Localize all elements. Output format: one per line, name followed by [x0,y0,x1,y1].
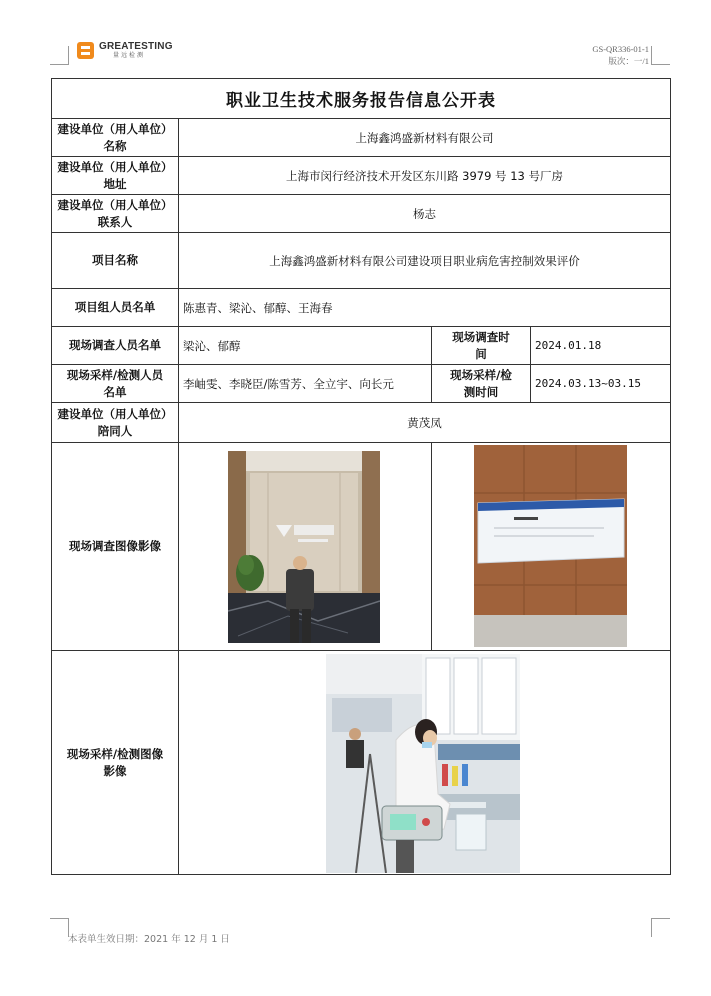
corner-mark-bottom-right [651,918,670,937]
corner-mark-top-left [50,46,69,65]
survey-photo-notice-board [474,445,627,647]
sampling-images-label: 现场采样/检测图像影像 [52,651,179,875]
sampling-time-label: 现场采样/检测时间 [432,365,531,403]
document-version: 版次：一/1 [608,56,649,66]
contact-label: 建设单位（用人单位）联系人 [52,195,179,233]
employer-name-value: 上海鑫鸿盛新材料有限公司 [179,119,671,157]
accompany-value: 黄茂凤 [179,403,671,443]
sampling-photo-lab [326,654,520,873]
company-logo [77,42,173,59]
logo-english-name: GREATESTING [99,41,173,52]
team-label: 项目组人员名单 [52,289,179,327]
document-code-block [592,43,649,67]
project-name-value: 上海鑫鸿盛新材料有限公司建设项目职业病危害控制效果评价 [179,233,671,289]
employer-address-value: 上海市闵行经济技术开发区东川路 3979 号 13 号厂房 [179,157,671,195]
contact-value: 杨志 [179,195,671,233]
project-name-label: 项目名称 [52,233,179,289]
corner-mark-top-right [651,46,670,65]
team-value: 陈惠青、梁沁、郁醇、王海春 [179,289,671,327]
sampling-staff-label: 现场采样/检测人员名单 [52,365,179,403]
employer-address-label: 建设单位（用人单位）地址 [52,157,179,195]
table-title: 职业卫生技术服务报告信息公开表 [52,79,671,119]
survey-time-label: 现场调查时间 [432,327,531,365]
logo-chinese-name: 量远检测 [113,52,146,59]
accompany-label: 建设单位（用人单位）陪同人 [52,403,179,443]
sampling-staff-value: 李岫雯、李晓臣/陈雪芳、全立宇、向长元 [179,365,432,403]
survey-staff-label: 现场调查人员名单 [52,327,179,365]
employer-name-label: 建设单位（用人单位）名称 [52,119,179,157]
corner-mark-bottom-left [50,918,69,937]
survey-staff-value: 梁沁、郁醇 [179,327,432,365]
sampling-time-value: 2024.03.13~03.15 [531,365,671,403]
survey-images-label: 现场调查图像影像 [52,443,179,651]
document-code: GS-QR336-01-1 [592,44,649,54]
survey-time-value: 2024.01.18 [531,327,671,365]
effective-date: 本表单生效日期：2021 年 12 月 1 日 [68,934,230,945]
logo-mark-icon [77,42,94,59]
survey-photo-reception [228,451,380,643]
